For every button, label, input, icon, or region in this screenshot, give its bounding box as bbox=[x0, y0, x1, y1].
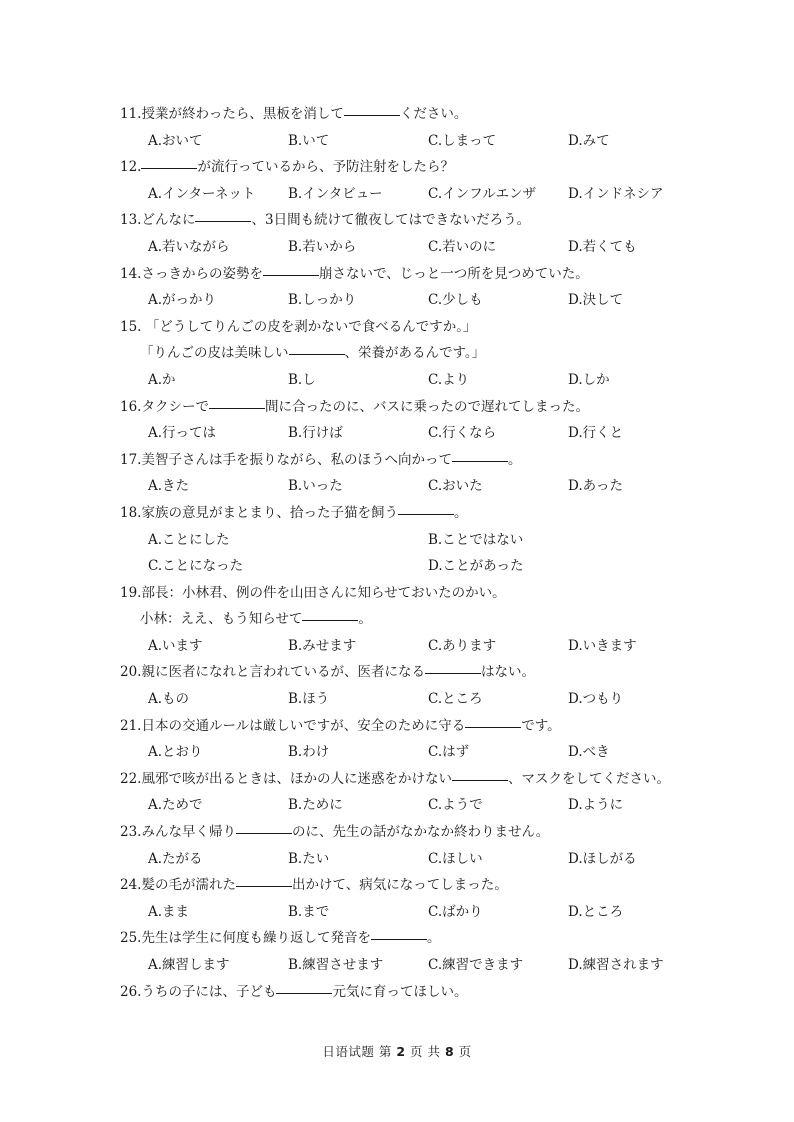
question-stem bbox=[120, 819, 760, 846]
option-a: A.もの bbox=[148, 691, 190, 708]
option-d: D.インドネシア bbox=[568, 185, 664, 202]
option-c: C.しまって bbox=[428, 132, 497, 149]
question-stem bbox=[120, 207, 760, 234]
stem-text-after: はない。 bbox=[480, 664, 535, 681]
stem-text-after: 。 bbox=[507, 451, 522, 468]
stem-text-after: のに、先生の話がなかなか終わりません。 bbox=[291, 824, 550, 841]
option-b: B.行けば bbox=[288, 425, 343, 442]
option-c: C.より bbox=[428, 371, 470, 388]
option-d: D.決して bbox=[568, 292, 624, 309]
option-b: B.ために bbox=[288, 797, 343, 814]
stem-text-after: 崩さないで、じっと一つ所を見つめていた。 bbox=[318, 265, 589, 282]
option-c: C.はず bbox=[428, 744, 470, 761]
option-b: B.ほう bbox=[288, 691, 330, 708]
option-a: A.行っては bbox=[148, 425, 217, 442]
option-a: A.がっかり bbox=[148, 292, 217, 309]
options-row bbox=[120, 952, 760, 979]
stem-text-before: 24.髪の毛が濡れた bbox=[120, 877, 236, 894]
question-subline bbox=[120, 340, 760, 367]
subline-text-after: 。 bbox=[358, 611, 372, 628]
stem-text-before: 18.家族の意見がまとまり、拾った子猫を飼う bbox=[120, 504, 398, 521]
option-d: D.しか bbox=[568, 371, 610, 388]
option-d: D.みて bbox=[568, 132, 610, 149]
footer-suffix: 页 bbox=[454, 1044, 472, 1059]
option-d: D.若くても bbox=[568, 238, 637, 255]
answer-blank bbox=[371, 938, 427, 940]
option-b: B.し bbox=[288, 371, 316, 388]
option-d: D.べき bbox=[568, 744, 610, 761]
option-b: B.いて bbox=[288, 132, 330, 149]
option-d: D.練習されます bbox=[568, 957, 664, 973]
page-footer bbox=[0, 1042, 794, 1060]
question-stem bbox=[120, 314, 760, 341]
option-a: A.います bbox=[148, 637, 203, 654]
option-b: B.みせます bbox=[288, 637, 357, 654]
option-d: D.つもり bbox=[568, 691, 624, 708]
option-b: B.いった bbox=[288, 478, 343, 495]
option-b: B.しっかり bbox=[288, 292, 357, 309]
question-stem bbox=[120, 580, 760, 607]
option-c: C.ばかり bbox=[428, 903, 483, 920]
option-a: A.とおり bbox=[148, 744, 203, 761]
stem-text-after: 、マスクをしてください。 bbox=[507, 770, 670, 787]
question-stem bbox=[120, 394, 760, 421]
option-c: C.おいた bbox=[428, 478, 483, 495]
footer-middle: 页 共 bbox=[405, 1044, 445, 1059]
answer-blank bbox=[289, 353, 345, 355]
options-row bbox=[120, 287, 760, 314]
option-b: B.まで bbox=[288, 903, 330, 920]
question-stem bbox=[120, 979, 760, 1006]
option-c: C.ところ bbox=[428, 691, 483, 708]
options-row bbox=[120, 633, 760, 660]
option-a: A.ことにした bbox=[148, 531, 230, 548]
answer-blank bbox=[302, 619, 358, 621]
stem-text-before: 25.先生は学生に何度も繰り返して発音を bbox=[120, 930, 371, 947]
answer-blank bbox=[209, 407, 265, 409]
option-d: D.あった bbox=[568, 478, 623, 495]
option-a: A.おいて bbox=[148, 132, 203, 149]
option-a: A.か bbox=[148, 371, 176, 388]
question-stem bbox=[120, 925, 760, 952]
option-a: A.たがる bbox=[148, 850, 203, 867]
option-c: C.あります bbox=[428, 637, 497, 654]
options-row bbox=[120, 527, 760, 554]
stem-text-before: 14.さっきからの姿勢を bbox=[120, 265, 263, 282]
footer-prefix: 日语试题 第 bbox=[322, 1044, 397, 1059]
stem-text-before: 12. bbox=[120, 159, 142, 176]
option-a: A.インターネット bbox=[148, 185, 256, 202]
question-stem bbox=[120, 766, 760, 793]
option-c: C.練習できます bbox=[428, 957, 524, 973]
stem-text-before: 15. 「どうしてりんごの皮を剥かないで食べるんですか。」 bbox=[120, 318, 477, 335]
stem-text-before: 17.美智子さんは手を振りながら、私のほうへ向かって bbox=[120, 451, 452, 468]
stem-text-before: 20.親に医者になれと言われているが、医者になる bbox=[120, 664, 425, 681]
answer-blank bbox=[425, 672, 481, 674]
option-b: B.若いから bbox=[288, 238, 357, 255]
stem-text-after: です。 bbox=[521, 717, 561, 734]
answer-blank bbox=[276, 992, 332, 994]
option-d: D.ように bbox=[568, 797, 624, 814]
answer-blank bbox=[195, 220, 251, 222]
question-stem bbox=[120, 101, 760, 128]
option-d: D.ほしがる bbox=[568, 850, 637, 867]
option-c: C.ほしい bbox=[428, 850, 483, 867]
stem-text-after: 元気に育ってほしい。 bbox=[332, 983, 468, 1000]
options-row bbox=[120, 846, 760, 873]
question-subline bbox=[120, 606, 760, 633]
stem-text-before: 26.うちの子には、子ども bbox=[120, 983, 277, 1000]
answer-blank bbox=[236, 832, 292, 834]
stem-text-after: 間に合ったのに、バスに乗ったので遅れてしまった。 bbox=[264, 398, 589, 415]
stem-text-after: 。 bbox=[453, 504, 468, 521]
option-c: C.ことになった bbox=[148, 558, 244, 575]
answer-blank bbox=[344, 114, 400, 116]
option-b: B.ことではない bbox=[428, 531, 524, 548]
question-stem bbox=[120, 154, 760, 181]
stem-text-after: ください。 bbox=[399, 106, 468, 122]
answer-blank bbox=[263, 274, 319, 276]
stem-text-before: 22.風邪で咳が出るときは、ほかの人に迷惑をかけない bbox=[120, 770, 452, 787]
stem-text-before: 23.みんな早く帰り bbox=[120, 824, 236, 841]
option-d: D.行くと bbox=[568, 425, 624, 442]
option-c: C.インフルエンザ bbox=[428, 185, 537, 202]
question-stem bbox=[120, 659, 760, 686]
options-row bbox=[120, 128, 760, 155]
options-row bbox=[120, 792, 760, 819]
answer-blank bbox=[452, 460, 508, 462]
answer-blank bbox=[236, 885, 292, 887]
option-b: B.インタビュー bbox=[288, 185, 383, 202]
option-c: C.若いのに bbox=[428, 238, 497, 255]
stem-text-after: 出かけて、病気になってしまった。 bbox=[291, 877, 508, 894]
options-row bbox=[120, 739, 760, 766]
options-row bbox=[120, 181, 760, 208]
stem-text-before: 16.タクシーで bbox=[120, 398, 209, 415]
stem-text-before: 21.日本の交通ルールは厳しいですが、安全のために守る bbox=[120, 717, 466, 734]
subline-text-before: 「りんごの皮は美味しい bbox=[140, 345, 289, 362]
option-a: A.ためで bbox=[148, 797, 203, 814]
option-a: A.きた bbox=[148, 478, 190, 495]
option-b: B.たい bbox=[288, 850, 330, 867]
options-row bbox=[120, 367, 760, 394]
answer-blank bbox=[465, 726, 521, 728]
subline-text-after: 、栄養があるんです。」 bbox=[344, 345, 486, 362]
option-d: D.いきます bbox=[568, 637, 637, 654]
stem-text-after: が流行っているから、予防注射をしたら？ bbox=[197, 159, 454, 176]
question-stem bbox=[120, 447, 760, 474]
option-c: C.行くなら bbox=[428, 425, 497, 442]
answer-blank bbox=[398, 513, 454, 515]
question-stem bbox=[120, 261, 760, 288]
options-row bbox=[120, 420, 760, 447]
option-b: B.わけ bbox=[288, 744, 330, 761]
options-row bbox=[120, 553, 760, 580]
options-row bbox=[120, 899, 760, 926]
question-stem bbox=[120, 713, 760, 740]
question-stem bbox=[120, 872, 760, 899]
stem-text-before: 13.どんなに bbox=[120, 212, 196, 229]
option-d: D.ところ bbox=[568, 903, 624, 920]
options-row bbox=[120, 686, 760, 713]
answer-blank bbox=[452, 779, 508, 781]
stem-text-after: 、3日間も続けて徹夜してはできないだろう。 bbox=[251, 212, 531, 229]
subline-text-before: 小林：ええ、もう知らせて bbox=[140, 611, 303, 628]
footer-total-pages: 8 bbox=[444, 1044, 455, 1059]
stem-text-before: 11.授業が終わったら、黒板を消して bbox=[120, 106, 344, 122]
question-stem bbox=[120, 500, 760, 527]
footer-page-number: 2 bbox=[396, 1044, 406, 1059]
question-list bbox=[120, 101, 760, 1005]
option-a: A.練習します bbox=[148, 957, 230, 973]
answer-blank bbox=[141, 167, 197, 169]
option-a: A.まま bbox=[148, 903, 190, 920]
option-c: C.少しも bbox=[428, 292, 483, 309]
options-row bbox=[120, 234, 760, 261]
stem-text-before: 19.部長：小林君、例の件を山田さんに知らせておいたのかい。 bbox=[120, 584, 506, 601]
option-c: C.ようで bbox=[428, 797, 483, 814]
option-d: D.ことがあった bbox=[428, 558, 524, 575]
stem-text-after: 。 bbox=[426, 930, 441, 947]
options-row bbox=[120, 473, 760, 500]
option-a: A.若いながら bbox=[148, 238, 230, 255]
option-b: B.練習させます bbox=[288, 957, 384, 973]
